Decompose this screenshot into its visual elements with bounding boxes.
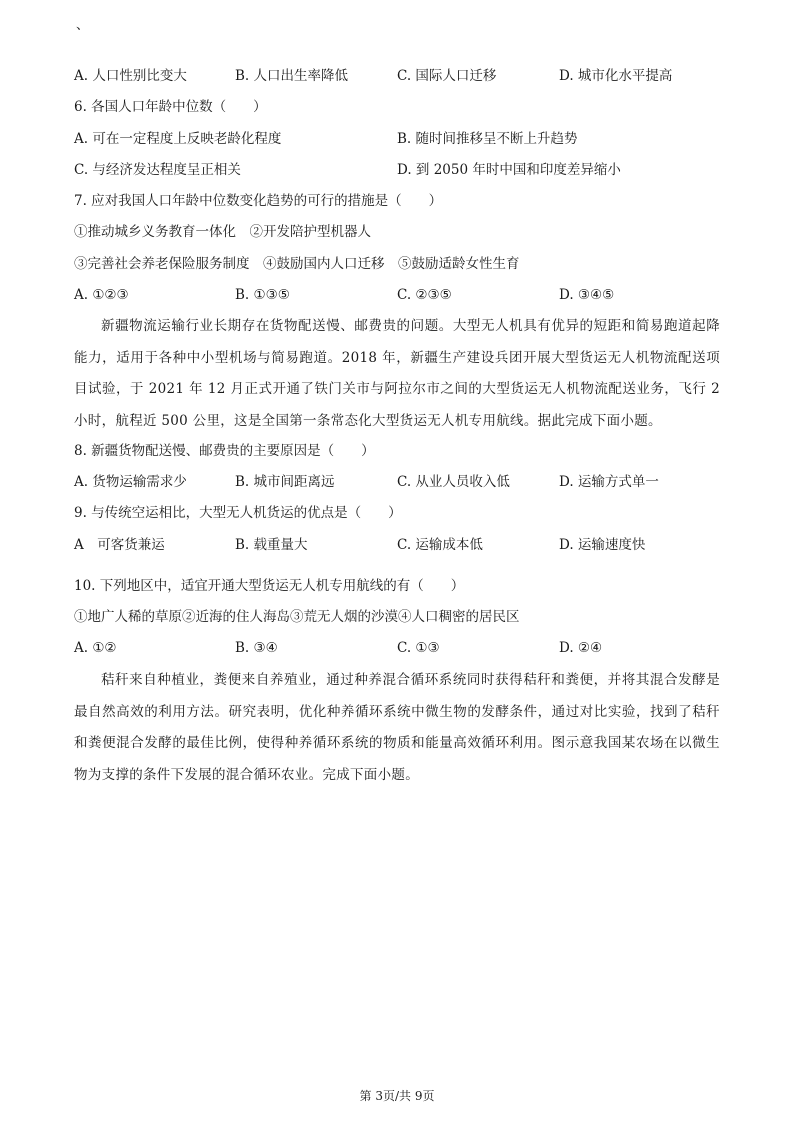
q7-option-c[interactable]: C. ②③⑤ [397,287,452,303]
q7-items-line2: ③完善社会养老保险服务制度 ④鼓励国内人口迁移 ⑤鼓励适龄女性生育 [74,256,520,272]
q10-option-d[interactable]: D. ②④ [559,640,603,656]
q10-stem: 10. 下列地区中，适宜开通大型货运无人机专用航线的有（ ） [74,578,465,594]
q9-option-d[interactable]: D. 运输速度快 [559,537,646,553]
q9-option-c[interactable]: C. 运输成本低 [397,537,483,553]
q6-option-b[interactable]: B. 随时间推移呈不断上升趋势 [397,131,578,147]
q5-option-b[interactable]: B. 人口出生率降低 [235,68,349,84]
q6-option-c[interactable]: C. 与经济发达程度呈正相关 [74,162,241,178]
q8-option-c[interactable]: C. 从业人员收入低 [397,474,510,490]
q5-option-d[interactable]: D. 城市化水平提高 [559,68,673,84]
q7-option-b[interactable]: B. ①③⑤ [235,287,290,303]
q7-option-d[interactable]: D. ③④⑤ [559,287,615,303]
q6-option-a[interactable]: A. 可在一定程度上反映老龄化程度 [74,131,282,147]
q8-option-d[interactable]: D. 运输方式单一 [559,474,659,490]
page-footer: 第 3页/共 9页 [359,1089,435,1103]
q9-option-a[interactable]: A 可客货兼运 [74,537,165,553]
passage-circular-agriculture-text: 秸秆来自种植业，粪便来自养殖业，通过种养混合循环系统同时获得秸秆和粪便，并将其混合发酵是最自然高效的利用方法。研究表明，优化种养循环系统中微生物的发酵条件，通过对比实验，找到了秸秆和粪便混合发酵的最佳比例，使得种养循环系统的物质和能量高效循环利用。图示意我国某农场在以微生物为支撑的条件下发展的混合循环农业。完成下面小题。 [74,672,720,783]
q6-option-d[interactable]: D. 到 2050 年时中国和印度差异缩小 [397,162,621,178]
q8-option-b[interactable]: B. 城市间距离远 [235,474,335,490]
q9-option-b[interactable]: B. 载重量大 [235,537,308,553]
q10-option-a[interactable]: A. ①② [74,640,117,656]
passage-circular-agriculture [74,665,720,791]
q10-option-b[interactable]: B. ③④ [235,640,278,656]
q9-stem: 9. 与传统空运相比，大型无人机货运的优点是（ ） [74,505,402,521]
q8-option-a[interactable]: A. 货物运输需求少 [74,474,187,490]
q7-items-line1: ①推动城乡义务教育一体化 ②开发陪护型机器人 [74,224,371,240]
q7-option-a[interactable]: A. ①②③ [74,287,129,303]
q10-option-c[interactable]: C. ①③ [397,640,440,656]
q5-option-a[interactable]: A. 人口性别比变大 [74,68,187,84]
top-mark: 、 [76,18,90,33]
q6-stem: 6. 各国人口年龄中位数（ ） [74,99,267,115]
q8-stem: 8. 新疆货物配送慢、邮费贵的主要原因是（ ） [74,443,375,459]
q5-option-c[interactable]: C. 国际人口迁移 [397,68,497,84]
q7-stem: 7. 应对我国人口年龄中位数变化趋势的可行的措施是（ ） [74,193,443,209]
passage-drone-logistics [74,311,720,437]
passage-drone-logistics-text: 新疆物流运输行业长期存在货物配送慢、邮费贵的问题。大型无人机具有优异的短距和简易跑道起降能力，适用于各种中小型机场与简易跑道。2018 年，新疆生产建设兵团开展大型货运无人机物流配送项目试验，于 2021 年 12 月正式开通了铁门关市与阿拉尔市之间的大型货运无人机物流配送业务，飞行 2 小时，航程近 500 公里，这是全国第一条常态化大型货运无人机专用航线。据此完成下面小题。 [74,318,720,429]
q10-items: ①地广人稀的草原②近海的住人海岛③荒无人烟的沙漠④人口稠密的居民区 [74,609,520,625]
